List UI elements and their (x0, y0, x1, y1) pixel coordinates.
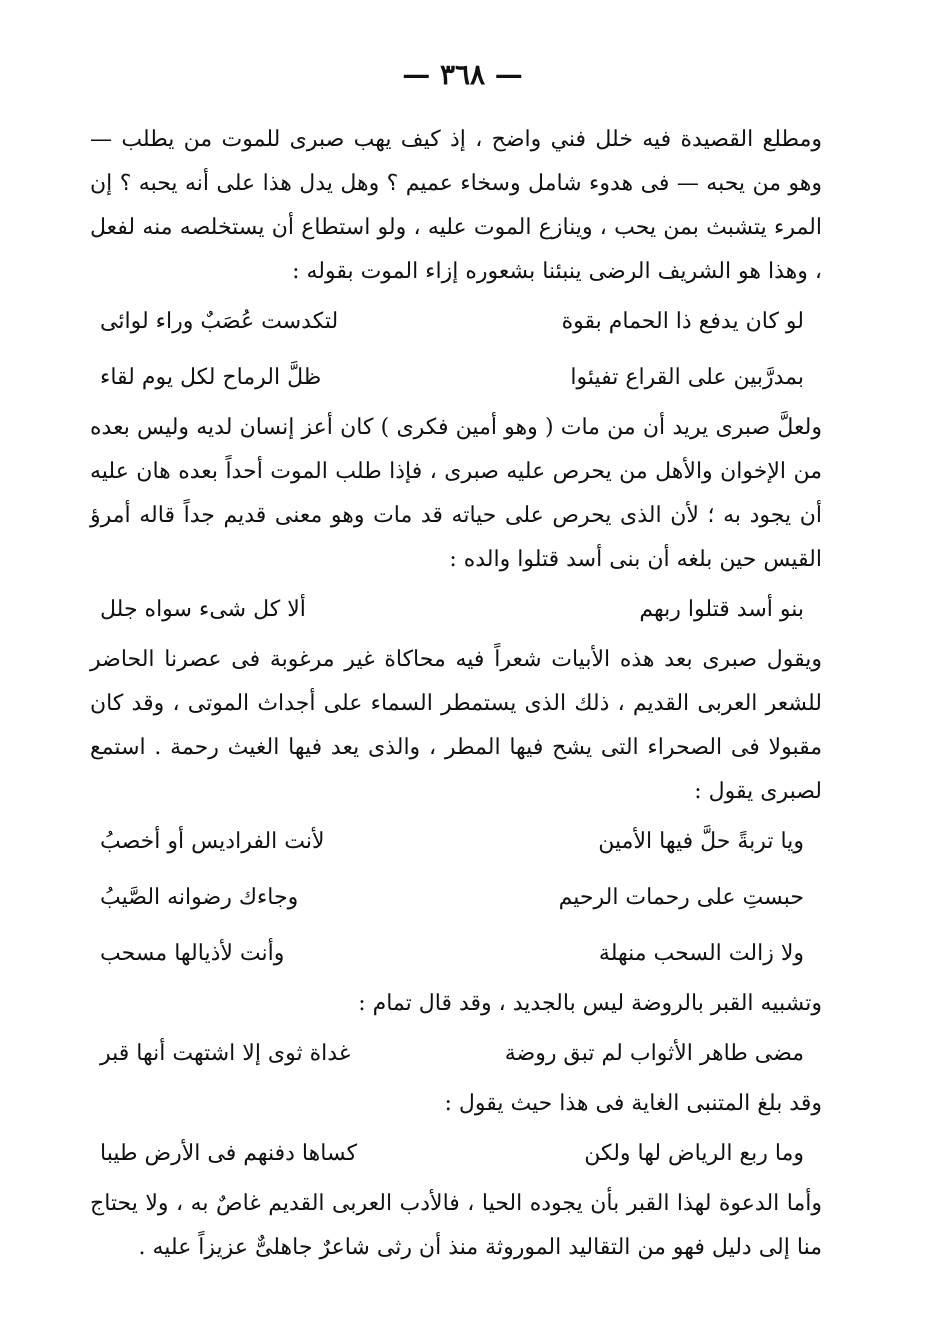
paragraph: وقد بلغ المتنبى الغاية فى هذا حيث يقول : (444, 1091, 822, 1116)
verse-second-hemistich: وأنت لأذيالها مسحب (100, 941, 285, 966)
verse-second-hemistich: كساها دفنهم فى الأرض طيبا (100, 1141, 358, 1166)
paragraph: ويقول صبرى بعد هذه الأبيات شعراً فيه محاكاة غير مرغوبة فى عصرنا الحاضر للشعر العربى القديم ، ذلك الذى يستمطر السماء على أجداث الموتى ، وقد كان مقبولا فى الصحراء التى يشح فيها المطر ، والذى يعد فيها الغيث رحمة . استمع لصبرى يقول : (90, 647, 822, 804)
poetry-verse (90, 582, 822, 638)
page-body (90, 118, 822, 1270)
verse-first-hemistich: بمدرَّبين على القراع تفيئوا (570, 365, 804, 390)
page-number: — ٣٦٨ — (402, 58, 523, 91)
verse-second-hemistich: لتكدست عُصَبٌ وراء لوائى (100, 309, 339, 334)
paragraph: ومطلع القصيدة فيه خلل فني واضح ، إذ كيف يهب صبرى للموت من يطلب — وهو من يحبه — فى هدوء شامل وسخاء عميم ؟ وهل يدل هذا على أنه يحبه ؟ إن المرء يتشبث بمن يحب ، وينازع الموت عليه ، ولو استطاع أن يستخلصه منه لفعل ، وهذا هو الشريف الرضى ينبئنا بشعوره إزاء الموت بقوله : (90, 127, 822, 284)
verse-first-hemistich: حبستِ على رحمات الرحيم (558, 885, 804, 910)
verse-first-hemistich: مضى طاهر الأثواب لم تبق روضة (504, 1041, 804, 1066)
verse-second-hemistich: ألا كل شىء سواه جلل (100, 597, 306, 622)
verse-first-hemistich: ولا زالت السحب منهلة (598, 941, 804, 966)
verse-second-hemistich: ظلَّ الرماح لكل يوم لقاء (100, 365, 322, 390)
verse-second-hemistich: وجاءك رضوانه الصَّيبُ (100, 885, 299, 910)
verse-second-hemistich: لأنت الفراديس أو أخصبُ (100, 829, 325, 854)
paragraph: ولعلَّ صبرى يريد أن من مات ( وهو أمين فكرى ) كان أعز إنسان لديه وليس بعده من الإخوان والأهل من يحرص عليه صبرى ، فإذا طلب الموت أحداً بعده هان عليه أن يجود به ؛ لأن الذى يحرص على حياته قد مات وهو معنى قديم جداً قاله أمرؤ القيس حين بلغه أن بنى أسد قتلوا والده : (90, 415, 822, 572)
poetry-verse (90, 350, 822, 406)
verse-second-hemistich: غداة ثوى إلا اشتهت أنها قبر (100, 1041, 351, 1066)
verse-first-hemistich: بنو أسد قتلوا ربهم (639, 597, 804, 622)
poetry-verse (90, 926, 822, 982)
verse-first-hemistich: وما ربع الرياض لها ولكن (584, 1141, 804, 1166)
verse-first-hemistich: لو كان يدفع ذا الحمام بقوة (561, 309, 804, 334)
paragraph: وتشبيه القبر بالروضة ليس بالجديد ، وقد قال تمام : (358, 991, 822, 1016)
verse-first-hemistich: ويا تربةً حلَّ فيها الأمين (598, 829, 804, 854)
poetry-verse (90, 1026, 822, 1082)
poetry-verse (90, 870, 822, 926)
poetry-verse (90, 1126, 822, 1182)
poetry-verse (90, 294, 822, 350)
paragraph: وأما الدعوة لهذا القبر بأن يجوده الحيا ، فالأدب العربى القديم غاصٌ به ، ولا يحتاج منا إلى دليل فهو من التقاليد الموروثة منذ أن رثى شاعرٌ جاهلىٌّ عزيزاً عليه . (90, 1191, 822, 1260)
poetry-verse (90, 814, 822, 870)
